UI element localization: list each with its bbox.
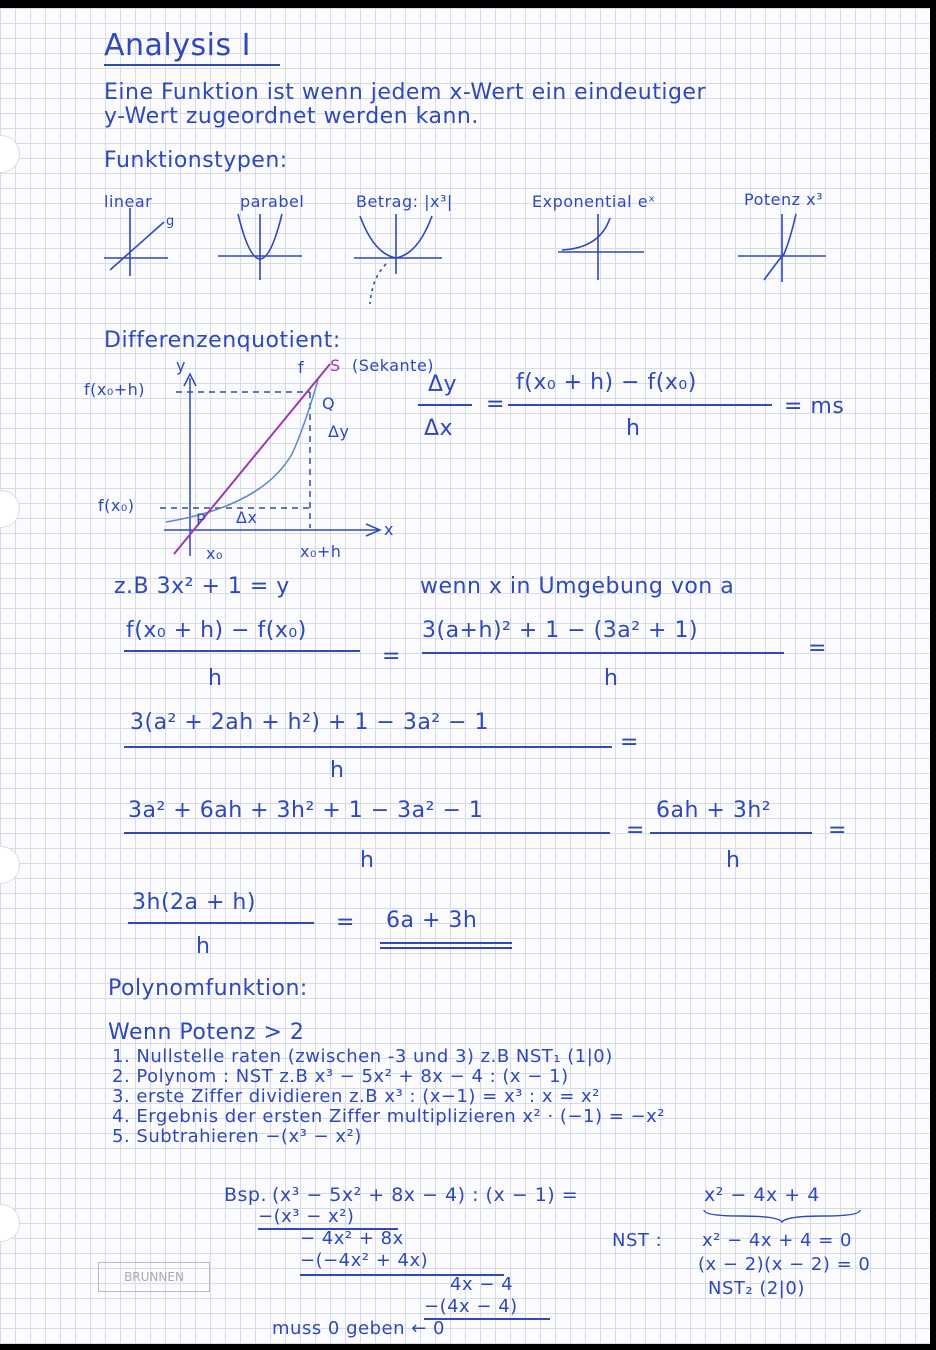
difference-quotient-heading: Differenzenquotient: bbox=[104, 328, 341, 353]
polynom-step-4: 4. Ergebnis der ersten Ziffer multiplizieren x² · (−1) = −x² bbox=[112, 1106, 665, 1127]
step3-numerator-right: 6ah + 3h² bbox=[656, 798, 772, 823]
polynom-condition: Wenn Potenz > 2 bbox=[108, 1020, 305, 1045]
step1-denominator-right: h bbox=[604, 666, 619, 691]
step4-numerator: 3h(2a + h) bbox=[132, 890, 256, 915]
page-title: Analysis I bbox=[104, 28, 251, 63]
step2-denominator: h bbox=[330, 758, 345, 783]
formula-dx: Δx bbox=[424, 416, 454, 441]
step3-numerator-left: 3a² + 6ah + 3h² + 1 − 3a² − 1 bbox=[128, 798, 484, 823]
example-intro: z.B 3x² + 1 = y bbox=[114, 574, 290, 599]
step1-numerator-left: f(x₀ + h) − f(x₀) bbox=[126, 618, 307, 643]
step3-denominator-right: h bbox=[726, 848, 741, 873]
formula-equals: = bbox=[486, 392, 505, 417]
step4-denominator: h bbox=[196, 934, 211, 959]
label-delta-y: Δy bbox=[328, 422, 350, 441]
type-parabel: parabel bbox=[240, 192, 305, 211]
polynom-heading: Polynomfunktion: bbox=[108, 976, 308, 1001]
label-x-axis: x bbox=[384, 520, 394, 539]
formula-numerator: f(x₀ + h) − f(x₀) bbox=[516, 370, 697, 395]
brunnen-logo: BRUNNEN bbox=[98, 1262, 210, 1292]
label-s: S bbox=[330, 356, 341, 375]
label-x0: x₀ bbox=[206, 544, 223, 563]
polynom-step-5: 5. Subtrahieren −(x³ − x²) bbox=[112, 1126, 362, 1147]
type-exponential: Exponential eˣ bbox=[532, 192, 656, 211]
bsp-label: Bsp. bbox=[224, 1184, 268, 1206]
polynom-step-1: 1. Nullstelle raten (zwischen -3 und 3) z.B NST₁ (1|0) bbox=[112, 1046, 613, 1067]
step3-equals: = bbox=[626, 818, 645, 843]
step3-equals-2: = bbox=[828, 818, 847, 843]
type-betrag: Betrag: |x³| bbox=[356, 192, 453, 211]
definition-line-1: Eine Funktion ist wenn jedem x-Wert ein eindeutiger bbox=[104, 80, 707, 105]
label-p: P bbox=[196, 510, 207, 529]
bsp-line-3: −(−4x² + 4x) bbox=[300, 1250, 429, 1271]
quotient-brace bbox=[0, 8, 930, 1344]
step3-denominator-left: h bbox=[360, 848, 375, 873]
formula-dy: Δy bbox=[428, 372, 458, 397]
label-x0h: x₀+h bbox=[300, 542, 342, 561]
step4-equals: = bbox=[336, 910, 355, 935]
formula-denominator: h bbox=[626, 416, 641, 441]
polynom-step-2: 2. Polynom : NST z.B x³ − 5x² + 8x − 4 : (x − 1) bbox=[112, 1066, 569, 1087]
label-fx0: f(x₀) bbox=[98, 496, 135, 515]
bsp-line-5: −(4x − 4) bbox=[424, 1296, 518, 1317]
example-condition: wenn x in Umgebung von a bbox=[420, 574, 735, 599]
label-y-axis: y bbox=[176, 356, 186, 375]
step1-numerator-right: 3(a+h)² + 1 − (3a² + 1) bbox=[422, 618, 699, 643]
formula-result: = ms bbox=[784, 394, 845, 419]
step1-equals-2: = bbox=[808, 636, 827, 661]
label-sekante: (Sekante) bbox=[352, 356, 435, 375]
step2-equals: = bbox=[620, 730, 639, 755]
label-delta-x: Δx bbox=[236, 508, 258, 527]
label-q: Q bbox=[322, 394, 336, 413]
label-fx0h: f(x₀+h) bbox=[84, 380, 146, 399]
step1-equals: = bbox=[382, 644, 401, 669]
nst-line-3: NST₂ (2|0) bbox=[708, 1278, 805, 1299]
step1-denominator-left: h bbox=[208, 666, 223, 691]
nst-label: NST : bbox=[612, 1230, 663, 1251]
notebook-page bbox=[0, 8, 930, 1344]
nst-line-2: (x − 2)(x − 2) = 0 bbox=[698, 1254, 871, 1275]
polynom-step-3: 3. erste Ziffer dividieren z.B x³ : (x−1) = x³ : x = x² bbox=[112, 1086, 600, 1107]
bsp-line-2: − 4x² + 8x bbox=[300, 1228, 404, 1249]
bsp-remainder-note: muss 0 geben ← 0 bbox=[272, 1318, 445, 1339]
type-potenz: Potenz x³ bbox=[744, 190, 823, 209]
bsp-quotient: x² − 4x + 4 bbox=[704, 1184, 820, 1206]
step4-result: 6a + 3h bbox=[386, 908, 478, 933]
bsp-line-1: −(x³ − x²) bbox=[258, 1206, 355, 1227]
bsp-division: (x³ − 5x² + 8x − 4) : (x − 1) = bbox=[272, 1184, 579, 1206]
type-linear: linear bbox=[104, 192, 153, 211]
nst-line-1: x² − 4x + 4 = 0 bbox=[702, 1230, 852, 1251]
definition-line-2: y-Wert zugeordnet werden kann. bbox=[104, 104, 479, 129]
bsp-line-4: 4x − 4 bbox=[450, 1274, 514, 1295]
step2-numerator: 3(a² + 2ah + h²) + 1 − 3a² − 1 bbox=[130, 710, 490, 735]
linear-mark: g bbox=[166, 214, 175, 229]
function-types-heading: Funktionstypen: bbox=[104, 148, 288, 173]
label-f: f bbox=[298, 358, 305, 377]
